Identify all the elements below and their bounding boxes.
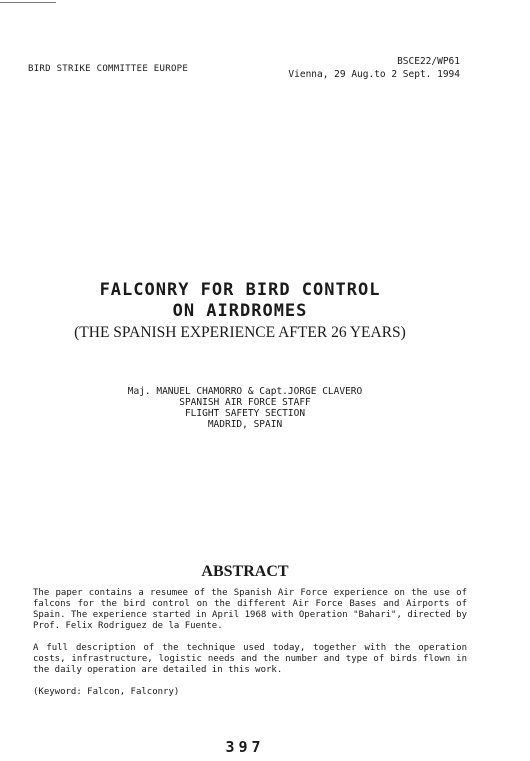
abstract-paragraph-1: The paper contains a resumee of the Spanish Air Force experience on the use of falcons for the bird control on the different Air Force Bases and Airports of Spain. The experience started in April 1968 with Operation "Bahari", directed by Prof. Felix Rodriguez de la Fuente. (33, 588, 467, 631)
abstract-keywords: (Keyword: Falcon, Falconry) (33, 687, 180, 697)
title-line-2: ON AIRDROMES (172, 301, 308, 321)
subtitle: (THE SPANISH EXPERIENCE AFTER 26 YEARS) (74, 324, 406, 341)
title-block (0, 280, 480, 343)
document-id: BSCE22/WP61 (397, 56, 460, 67)
author-block (90, 386, 400, 430)
title-line-1: FALCONRY FOR BIRD CONTROL (99, 280, 381, 300)
document-reference (288, 55, 460, 81)
author-section: FLIGHT SAFETY SECTION (184, 408, 306, 419)
abstract-body (33, 588, 467, 709)
abstract-paragraph-2: A full description of the technique used today, together with the operation costs, infrastructure, logistic needs and the number and type of birds flown in the daily operation are detailed in this work. (33, 643, 467, 675)
author-organization: SPANISH AIR FORCE STAFF (179, 397, 311, 408)
scan-mark-line (0, 2, 56, 3)
organization-header: BIRD STRIKE COMMITTEE EUROPE (28, 64, 189, 74)
abstract-heading: ABSTRACT (201, 563, 289, 580)
page-number: 397 (225, 738, 265, 756)
meeting-location-date: Vienna, 29 Aug.to 2 Sept. 1994 (288, 69, 460, 80)
author-names: Maj. MANUEL CHAMORRO & Capt.JORGE CLAVERO (127, 386, 363, 397)
author-city: MADRID, SPAIN (207, 419, 283, 430)
